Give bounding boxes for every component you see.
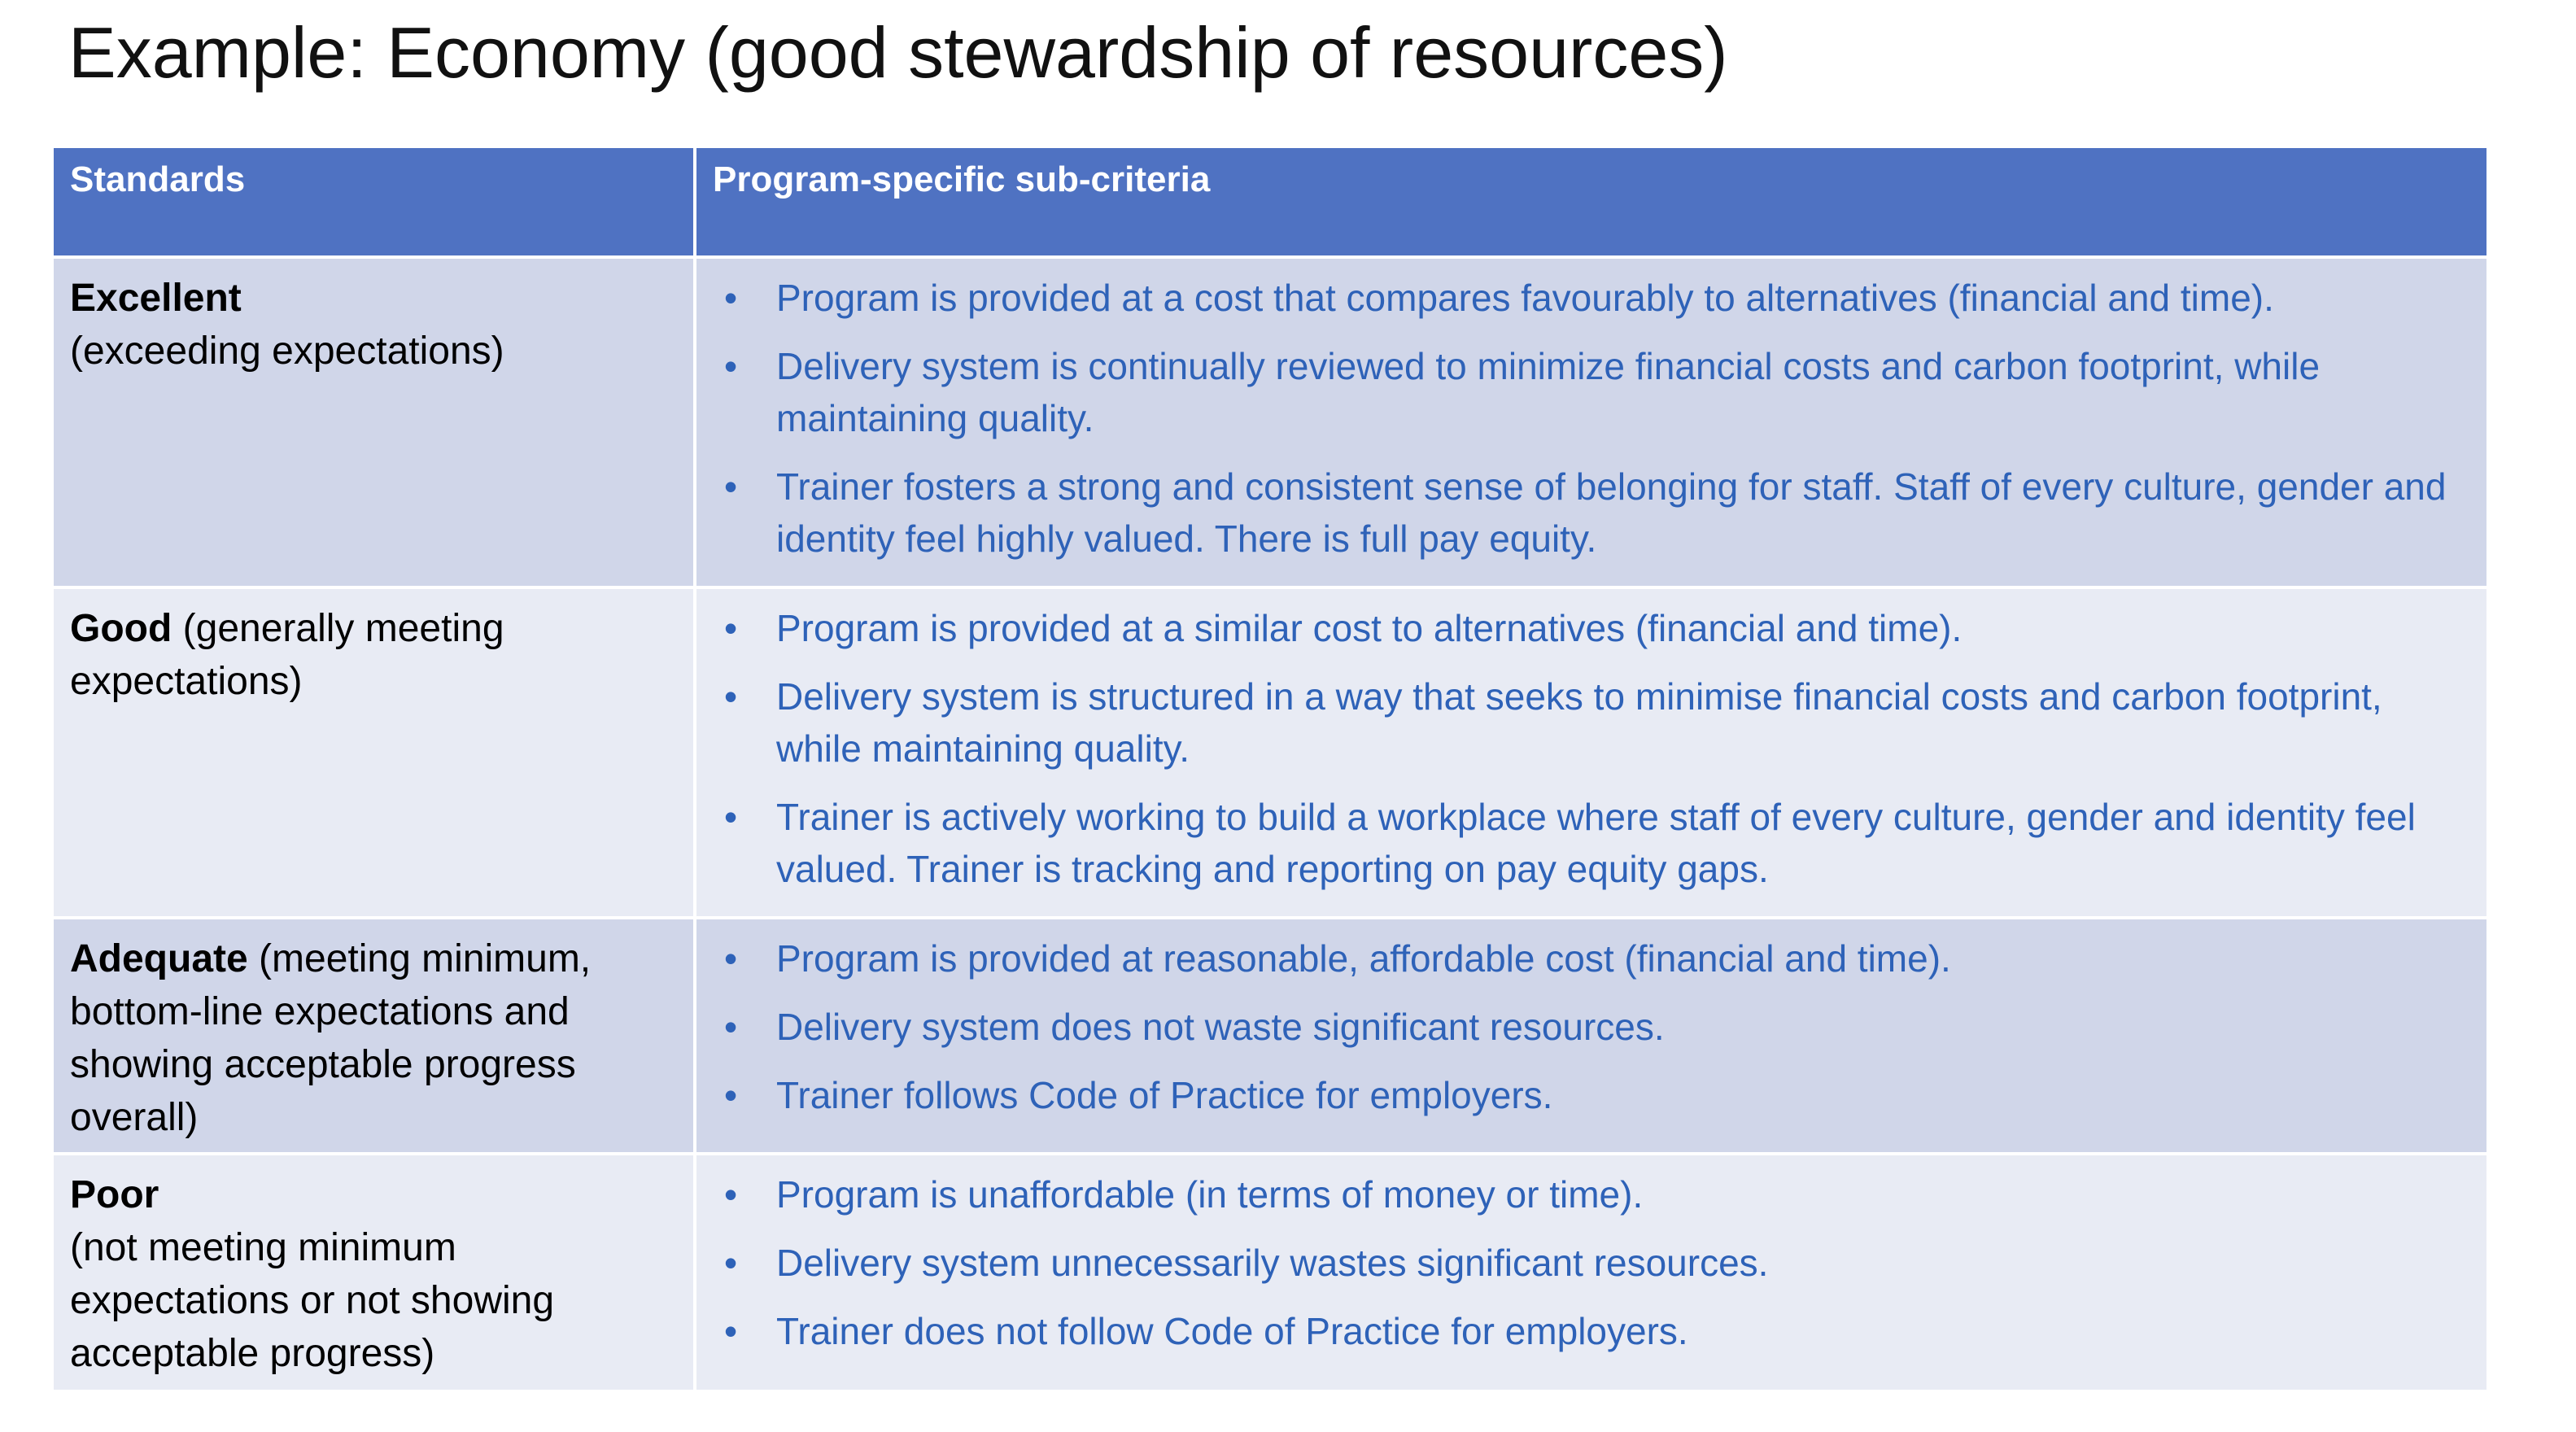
criteria-text: Trainer fosters a strong and consistent sense of belonging for staff. Staff of every culture, gender and identity feel highly valued. There is full pay equity. [776, 465, 2447, 560]
criteria-cell [695, 257, 2488, 587]
criteria-item [713, 932, 2470, 984]
criteria-text: Delivery system unnecessarily wastes significant resources. [776, 1242, 1769, 1284]
criteria-item [713, 1237, 2470, 1289]
bullet-icon: • [724, 1310, 738, 1352]
criteria-cell [695, 918, 2488, 1154]
header-standards: Standards [52, 146, 695, 257]
level-description: (meeting minimum, bottom-line expectations and showing acceptable progress overall) [70, 937, 592, 1139]
criteria-list [713, 272, 2470, 565]
slide-title: Example: Economy (good stewardship of resources) [68, 12, 1728, 93]
bullet-icon: • [724, 465, 738, 508]
level-description: (generally meeting expectations) [70, 607, 504, 703]
criteria-item [713, 272, 2470, 324]
criteria-text: Program is provided at reasonable, affordable cost (financial and time). [776, 937, 1951, 980]
table-header-row [52, 146, 2488, 257]
bullet-icon: • [724, 796, 738, 838]
criteria-item [713, 340, 2470, 444]
criteria-text: Program is provided at a cost that compares favourably to alternatives (financial and time). [776, 277, 2274, 319]
criteria-text: Program is unaffordable (in terms of money or time). [776, 1173, 1644, 1216]
criteria-text: Trainer does not follow Code of Practice for employers. [776, 1310, 1688, 1352]
level-name: Poor [70, 1173, 159, 1216]
table-row-adequate [52, 918, 2488, 1154]
header-sub-criteria: Program-specific sub-criteria [695, 146, 2488, 257]
criteria-item [713, 1305, 2470, 1357]
table-row-excellent [52, 257, 2488, 587]
criteria-text: Trainer follows Code of Practice for employers. [776, 1074, 1553, 1116]
bullet-icon: • [724, 607, 738, 649]
standard-cell [52, 257, 695, 587]
criteria-table [50, 145, 2490, 1393]
standard-cell [52, 918, 695, 1154]
criteria-item [713, 1001, 2470, 1053]
criteria-list [713, 1168, 2470, 1357]
standard-cell [52, 587, 695, 918]
bullet-icon: • [724, 1173, 738, 1216]
standard-cell [52, 1154, 695, 1391]
bullet-icon: • [724, 1242, 738, 1284]
table-row-poor [52, 1154, 2488, 1391]
criteria-text: Trainer is actively working to build a workplace where staff of every culture, gender and identity feel valued. Trainer is tracking and reporting on pay equity gaps. [776, 796, 2416, 890]
level-description: (exceeding expectations) [70, 330, 504, 373]
criteria-list [713, 602, 2470, 895]
bullet-icon: • [724, 675, 738, 718]
criteria-item [713, 1069, 2470, 1121]
criteria-text: Program is provided at a similar cost to alternatives (financial and time). [776, 607, 1963, 649]
bullet-icon: • [724, 937, 738, 980]
table-row-good [52, 587, 2488, 918]
criteria-item [713, 602, 2470, 654]
criteria-cell [695, 1154, 2488, 1391]
criteria-item [713, 1168, 2470, 1220]
level-name: Good [70, 607, 172, 650]
criteria-item [713, 461, 2470, 565]
criteria-item [713, 791, 2470, 895]
criteria-cell [695, 587, 2488, 918]
criteria-text: Delivery system does not waste significant resources. [776, 1006, 1665, 1048]
criteria-text: Delivery system is structured in a way that seeks to minimise financial costs and carbon footprint, while maintaining quality. [776, 675, 2382, 770]
bullet-icon: • [724, 345, 738, 387]
bullet-icon: • [724, 1074, 738, 1116]
bullet-icon: • [724, 277, 738, 319]
level-name: Adequate [70, 937, 248, 980]
criteria-text: Delivery system is continually reviewed to minimize financial costs and carbon footprint, while maintaining quality. [776, 345, 2321, 439]
criteria-list [713, 932, 2470, 1121]
criteria-item [713, 670, 2470, 775]
level-name: Excellent [70, 277, 242, 320]
bullet-icon: • [724, 1006, 738, 1048]
level-description: (not meeting minimum expectations or not showing acceptable progress) [70, 1226, 555, 1375]
